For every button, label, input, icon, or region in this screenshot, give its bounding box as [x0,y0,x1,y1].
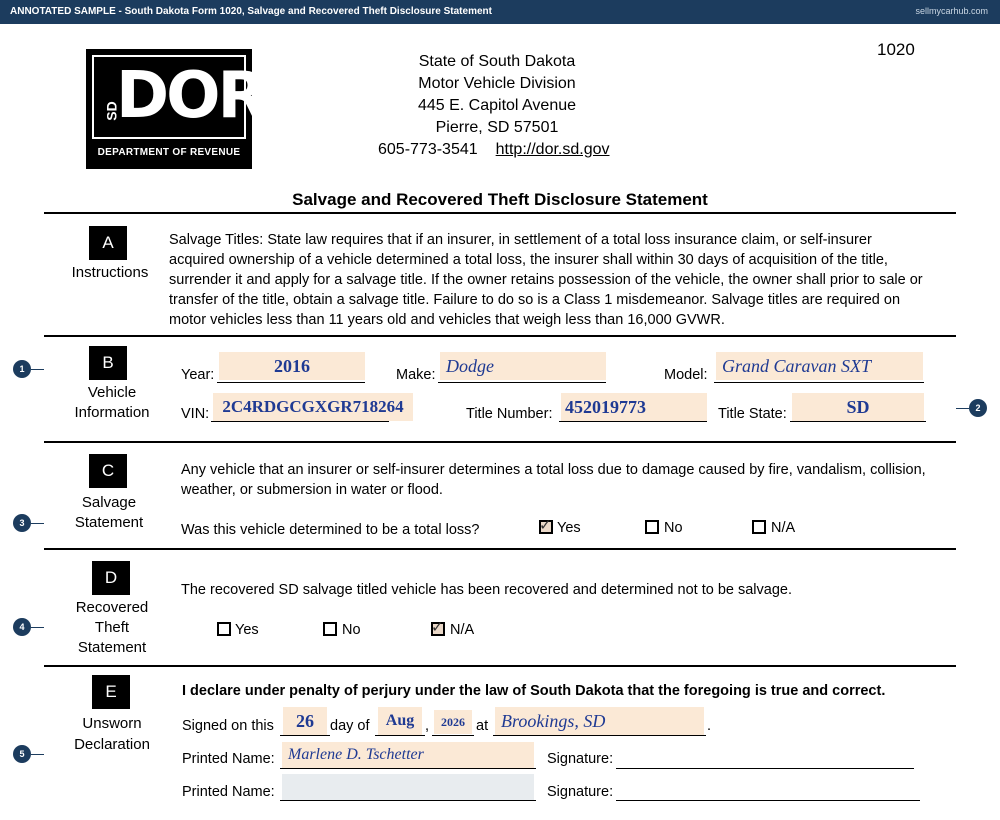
total-loss-question: Was this vehicle determined to be a total loss? [181,522,480,538]
make-label: Make: [396,367,436,383]
section-a-badge: A [89,226,127,260]
title-state-underline [790,421,926,422]
total-loss-no-checkbox[interactable] [645,520,659,534]
title-state-field[interactable]: SD [792,393,924,421]
callout-3: 3 [13,514,31,532]
year-field[interactable]: 2016 [219,352,365,380]
signature-label-2: Signature: [547,784,614,800]
signed-month-underline [375,735,425,736]
logo-frame [92,55,264,139]
form-number: 1020 [877,40,915,59]
place-period: . [707,718,712,734]
model-underline [714,382,924,383]
recovered-na-label: N/A [450,622,475,638]
annotation-banner [0,0,1000,24]
total-loss-no-label: No [664,520,683,536]
dor-logo [86,49,264,169]
signed-place-field[interactable]: Brookings, SD [495,707,704,735]
callout-2-line [956,408,969,409]
section-divider [44,548,956,550]
section-d-label-1: Recovered [75,599,149,616]
signed-place-underline [493,735,706,736]
title-number-underline [559,421,707,422]
printed-name-label-2: Printed Name: [182,784,275,800]
recovered-yes-checkbox[interactable] [217,622,231,636]
logo-department: DEPARTMENT OF REVENUE [97,147,241,158]
section-b-badge: B [89,346,127,380]
signed-day-field[interactable]: 26 [283,707,327,735]
signed-day-underline [280,735,330,736]
checkmark-icon: ✓ [431,619,444,636]
instructions-text: Salvage Titles: State law requires that if an insurer, in settlement of a total loss insurance claim, or self-insurer acquired ownership of a vehicle determined a total loss, the insurer shall within 30 days of acquisition of the title, surrender it and apply for a salvage title. If the owner retains possession of the vehicle, the owner shall prior to sale or transfer of the title, obtain a salvage title. Failure to do so is a Class 1 misdemeanor. Salvage titles are required on motor vehicles less than 11 years old and vehicles that weigh less than 16,000 GVWR. [169,232,923,328]
day-of-label: day of [330,718,370,734]
callout-5-line [31,754,44,755]
at-label: at [476,718,489,734]
logo-state: SD [103,101,120,121]
recovered-na-checkbox[interactable] [431,619,445,636]
callout-3-line [31,523,44,524]
year-label: Year: [181,367,215,383]
callout-5: 5 [13,745,31,763]
signed-month-field[interactable]: Aug [378,707,422,735]
section-d-badge: D [92,561,130,595]
form-title: Salvage and Recovered Theft Disclosure Statement [292,190,708,209]
recovered-no-label: No [342,622,361,638]
total-loss-yes-label: Yes [557,520,581,536]
printed-name-field-2[interactable] [282,774,534,800]
section-e-badge: E [92,675,130,709]
callout-1: 1 [13,360,31,378]
address-phone: 605-773-3541 [378,141,478,158]
printed-name-label-1: Printed Name: [182,751,275,767]
printed-name-underline-2 [280,800,536,801]
recovered-no-checkbox[interactable] [323,622,337,636]
vin-label: VIN: [181,406,210,422]
model-label: Model: [664,367,708,383]
title-number-label: Title Number: [466,406,553,422]
address-division: Motor Vehicle Division [418,75,576,92]
signed-year-underline [432,735,474,736]
signature-line-2[interactable] [616,800,920,801]
address-city: Pierre, SD 57501 [435,119,559,136]
signature-line-1[interactable] [616,768,914,769]
address-contact [378,141,610,159]
banner-site: sellmycarhub.com [915,6,988,16]
section-d-label-2: Theft [94,619,130,636]
section-c-label-2: Statement [74,514,144,531]
banner-title: ANNOTATED SAMPLE - South Dakota Form 1020, Salvage and Recovered Theft Disclosure Statement [10,6,492,17]
section-e-label-1: Unsworn [82,715,142,732]
recovered-yes-label: Yes [235,622,259,638]
vin-field[interactable]: 2C4RDGCGXGR718264 [213,393,413,421]
year-underline [217,382,365,383]
checkmark-icon: ✓ [539,517,552,534]
printed-name-underline-1 [280,768,536,769]
section-divider [44,665,956,667]
callout-4: 4 [13,618,31,636]
address-url[interactable]: http://dor.sd.gov [495,141,610,158]
callout-4-line [31,627,44,628]
make-field[interactable]: Dodge [440,352,606,380]
logo-abbr: DOR [116,59,264,133]
model-field[interactable]: Grand Caravan SXT [716,352,923,380]
total-loss-yes-checkbox[interactable] [539,517,553,534]
section-b-label-1: Vehicle [87,384,137,401]
section-c-label-1: Salvage [81,494,137,511]
section-a-label: Instructions [71,264,149,281]
vin-underline [211,421,389,422]
declaration-text: I declare under penalty of perjury under the law of South Dakota that the foregoing is true and correct. [182,683,886,699]
address-state: State of South Dakota [418,53,576,70]
section-e-label-2: Declaration [74,736,150,753]
recovered-theft-text: The recovered SD salvage titled vehicle has been recovered and determined not to be salvage. [181,582,792,598]
signed-on-label: Signed on this [182,718,274,734]
make-underline [438,382,606,383]
total-loss-na-label: N/A [771,520,796,536]
date-comma: , [425,718,430,734]
title-state-label: Title State: [718,406,787,422]
printed-name-field-1[interactable]: Marlene D. Tschetter [282,742,534,768]
section-divider [44,335,956,337]
callout-1-line [31,369,44,370]
signature-label-1: Signature: [547,751,614,767]
section-c-badge: C [89,454,127,488]
section-d-label-3: Statement [77,639,147,656]
section-divider [44,441,956,443]
total-loss-na-checkbox[interactable] [752,520,766,534]
address-street: 445 E. Capitol Avenue [417,97,577,114]
callout-2: 2 [969,399,987,417]
section-b-label-2: Information [74,404,150,421]
title-number-field[interactable]: 452019773 [561,393,707,421]
signed-year-field[interactable]: 2026 [434,710,472,734]
section-divider [44,212,956,214]
salvage-statement-text: Any vehicle that an insurer or self-insurer determines a total loss due to damage caused by fire, vandalism, collision, weather, or submersion in water or flood. [181,462,926,498]
